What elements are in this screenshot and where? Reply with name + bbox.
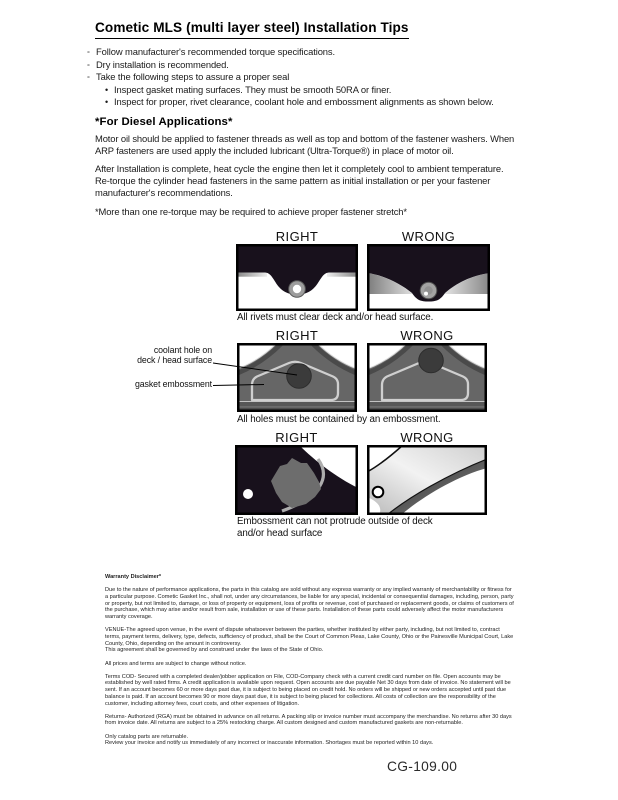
gasket-embossment-label: gasket embossment: [134, 379, 212, 389]
pair1-wrong-label: WRONG: [401, 229, 456, 244]
pair1-wrong-diagram: [367, 244, 490, 311]
retorque-note: *More than one re-torque may be required to achieve proper fastener stretch*: [95, 206, 407, 217]
pair3-caption: Embossment can not protrude outside of deck and/or head surface: [237, 516, 433, 539]
tip-subitem: [87, 96, 525, 109]
tip-text: Take the following steps to assure a proper seal: [96, 71, 290, 83]
installation-tips-list: [87, 46, 525, 109]
document-code: CG-109.00: [387, 759, 458, 774]
diesel-paragraph-2: After Installation is complete, heat cycle the engine then let it completely cool to ambient temperature. Re-torque the cylinder head fasteners in the same pattern as initial installation or per your fastener manufacturer's recommendations.: [95, 163, 504, 198]
prices-paragraph: All prices and terms are subject to change without notice.: [105, 660, 247, 667]
venue-paragraph: VENUE-The agreed upon venue, in the event of dispute whatsoever between the parties, whether instituted by either party, including, but not limited to, contract terms, payment terms, delivery, type, defects, sufficiency of product, shall be the Court of Common Pleas, Lake County, Ohio or the Painesville Municipal Court, Lake County, Ohio, depending on the amount in controversy. This agreement shall be governed by and construed under the laws of the State of Ohio.: [105, 627, 514, 654]
warranty-heading: Warranty Disclaimer*: [105, 574, 162, 580]
pair3-wrong-label: WRONG: [400, 430, 454, 445]
tip-text: Dry installation is recommended.: [96, 58, 229, 70]
warranty-paragraph: Due to the nature of performance applications, the parts in this catalog are sold without any express warranty or any implied warranty of merchantability or fitness for a particular purpose. Cometic Gasket Inc., shall not, under any circumstances, be liable for any special, incidental or consequential damages, including, person, party or property, but not limited to, damage, or loss of property or equipment, loss of profits or revenue, cost of purchased or replacement goods, or claims of customers of the purchase, which may arise and/or result from sale, installation or use of these parts. Installation of these parts could adversely affect the motor manufacturers warranty coverage.: [105, 587, 514, 621]
pair2-right-diagram: [237, 343, 357, 412]
terms-paragraph: Terms COD- Secured with a completed dealer/jobber application on File, COD-Company check with a current credit card number on file. Open accounts may be established by well rated firms. A credit application is available upon request. Open accounts are due payable Net 30 days from date of invoice. No statement will be sent. If an account becomes 60 or more days past due, it is subject to being placed on credit hold. No orders will be shipped or new orders accepted until past due balance is paid. If an account becomes 90 or more days past due, it is subject to being placed for collections. All costs of collection are the responsibility of the customer, including attorney fees, court costs, and other expenses of litigation.: [105, 673, 511, 707]
returns-paragraph: Returns- Authorized (RGA) must be obtained in advance on all returns. A packing slip or invoice number must accompany the merchandise. No returns after 30 days from invoice date. All returns are subject to a 25% restocking charge. All custom designed and custom manufactured gaskets are non-returnable.: [105, 713, 512, 727]
diesel-section-heading: *For Diesel Applications*: [95, 116, 233, 128]
pair2-caption: All holes must be contained by an embossment.: [237, 414, 441, 425]
tip-text: Follow manufacturer's recommended torque specifications.: [96, 46, 336, 57]
pair3-right-label: RIGHT: [275, 430, 318, 445]
diesel-paragraph-1: Motor oil should be applied to fastener threads as well as top and bottom of the fastener washers. When ARP fasteners are used apply the included lubricant (Ultra-Torque®) in place of motor oil.: [95, 133, 515, 156]
filled-bullet-icon: •: [105, 97, 109, 108]
tip-item: [87, 71, 525, 84]
pair2-right-label: RIGHT: [275, 328, 319, 343]
open-bullet-icon: ◦: [87, 60, 90, 70]
warranty-disclaimer-block: [105, 574, 516, 754]
catalog-returns-paragraph: Only catalog parts are returnable. Review your invoice and notify us immediately of any incorrect or inaccurate information. Shortages must be reported within 10 days.: [105, 733, 434, 747]
pair1-right-diagram: [236, 244, 358, 311]
page-title: Cometic MLS (multi layer steel) Installation Tips: [95, 20, 409, 39]
pair2-wrong-diagram: [367, 343, 487, 412]
filled-bullet-icon: •: [105, 84, 109, 95]
tip-text: Inspect for proper, rivet clearance, coolant hole and embossment alignments as shown below.: [114, 96, 494, 108]
pair2-wrong-label: WRONG: [400, 328, 454, 343]
pair1-right-label: RIGHT: [275, 229, 319, 244]
open-bullet-icon: ◦: [87, 72, 90, 82]
tip-item: [87, 46, 525, 59]
tip-text: Inspect gasket mating surfaces. They must be smooth 50RA or finer.: [114, 83, 392, 95]
coolant-hole-label: coolant hole on deck / head surface: [137, 345, 212, 365]
pair1-caption: All rivets must clear deck and/or head surface.: [237, 312, 434, 323]
pair3-wrong-diagram: [367, 445, 487, 515]
pair3-right-diagram: [235, 445, 358, 515]
tip-item: [87, 59, 525, 72]
open-bullet-icon: ◦: [87, 47, 90, 57]
tip-subitem: [87, 84, 525, 97]
